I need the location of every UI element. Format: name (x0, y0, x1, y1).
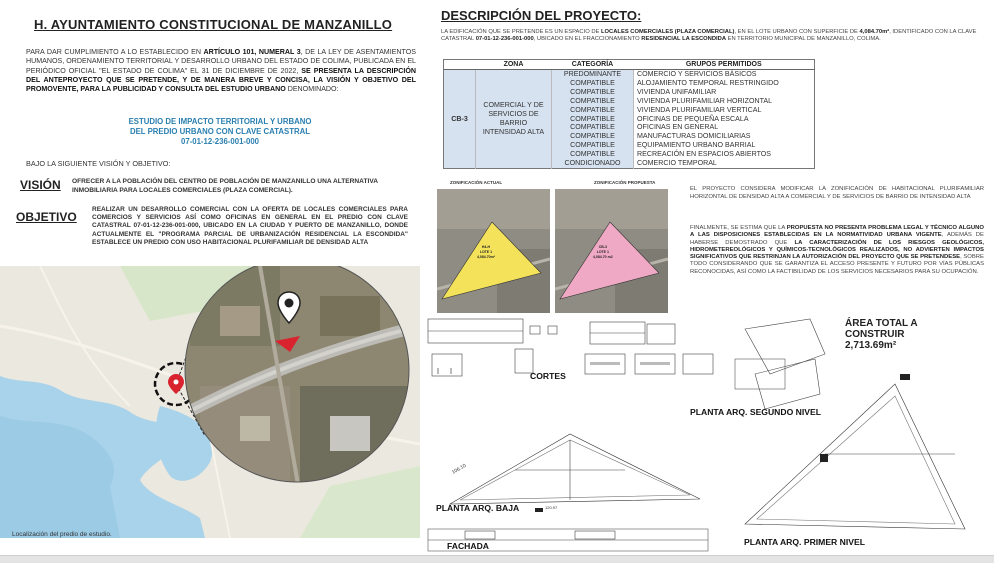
zoning-table-row (444, 70, 815, 79)
zon-actual-tri-code: H4-H (481, 245, 491, 249)
zone-name-cell: COMERCIAL Y DE SERVICIOS DE BARRIO INTENSIDAD ALTA (476, 70, 552, 169)
header-code (444, 60, 476, 70)
area-line1: ÁREA TOTAL A (845, 318, 918, 329)
category-cell: COMPATIBLE (552, 150, 634, 159)
group-cell: VIVIENDA UNIFAMILIAR (634, 88, 815, 97)
conclusion-text-c: , ADEMÁS DE HABERSE DEMOSTRADO QUE (690, 232, 984, 246)
category-cell: COMPATIBLE (552, 123, 634, 132)
desc-bold-3: 07-01-12-236-001-000 (475, 36, 534, 43)
intro-article: ARTÍCULO 101, NUMERAL 3 (203, 48, 301, 56)
category-cell: CONDICIONADO (552, 159, 634, 168)
header-grupos: GRUPOS PERMITIDOS (634, 60, 815, 70)
group-cell: COMERCIO TEMPORAL (634, 159, 815, 168)
group-cell: ALOJAMIENTO TEMPORAL RESTRINGIDO (634, 79, 815, 88)
zoning-table-header (444, 60, 815, 70)
group-cell: EQUIPAMIENTO URBANO BARRIAL (634, 141, 815, 150)
category-cell: COMPATIBLE (552, 79, 634, 88)
zon-actual-tri-text (477, 245, 495, 260)
zoning-table-body (444, 70, 815, 169)
area-line2: CONSTRUIR (845, 329, 905, 340)
zoning-table (443, 59, 815, 169)
group-cell: OFICINAS DE PEQUEÑA ESCALA (634, 115, 815, 124)
intro-text-3: DENOMINADO: (285, 85, 339, 94)
desc-text-2: , EN EL LOTE URBANO CON SUPERFICIE DE (734, 29, 860, 35)
conclusion-text (690, 225, 984, 276)
plan-cortes-label: CORTES (530, 371, 566, 381)
desc-text-5: EN TERRITORIO MUNICIPAL DE MANZANILLO, COLIMA. (726, 36, 881, 43)
group-cell: MANUFACTURAS DOMICILIARIAS (634, 132, 815, 141)
group-cell: VIVIENDA PLURIFAMILIAR VERTICAL (634, 106, 815, 115)
group-cell: RECREACIÓN EN ESPACIOS ABIERTOS (634, 150, 815, 159)
plan-segundo-label: PLANTA ARQ. SEGUNDO NIVEL (690, 407, 821, 417)
desc-bold-1: LOCALES COMERCIALES (PLAZA COMERCIAL) (601, 29, 735, 35)
zon-actual-tri-lot: LOTE 1 (479, 250, 493, 254)
zon-actual-image (437, 189, 550, 313)
header-zona: ZONA (476, 60, 552, 70)
area-value: 2,713.69m² (845, 340, 897, 351)
intro-text-1: PARA DAR CUMPLIMIENTO A LO ESTABLECIDO EN (26, 48, 204, 56)
category-cell: COMPATIBLE (552, 132, 634, 141)
plan-primer-label: PLANTA ARQ. PRIMER NIVEL (744, 537, 865, 547)
location-map (0, 266, 420, 538)
category-cell: COMPATIBLE (552, 88, 634, 97)
vision-heading: VISIÓN (20, 178, 61, 192)
map-caption: Localización del predio de estudio. (12, 531, 112, 538)
zon-actual-label: ZONIFICACIÓN ACTUAL (450, 180, 503, 185)
category-cell: COMPATIBLE (552, 106, 634, 115)
desc-bold-4: RESIDENCIAL LA ESCONDIDA (641, 36, 727, 43)
zon-actual-tri-area: 4,084.70m² (477, 255, 495, 259)
dimension-label-1: 106.10 (451, 462, 468, 476)
category-cell: COMPATIBLE (552, 97, 634, 106)
zon-propuesta-tri-code: CB-3 (598, 245, 607, 249)
category-cell: COMPATIBLE (552, 141, 634, 150)
right-title: DESCRIPCIÓN DEL PROYECTO: (441, 8, 642, 23)
header-categoria: CATEGORÍA (552, 60, 634, 70)
category-cell: COMPATIBLE (552, 115, 634, 124)
vision-text: OFRECER A LA POBLACIÓN DEL CENTRO DE POBLACIÓN DE MANZANILLO UNA ALTERNATIVA INMOBILIARIA PARA LOCALES COMERCIALES (PLAZA COMERCIAL). (72, 178, 378, 194)
zone-code-cell: CB-3 (444, 70, 476, 169)
left-title: H. AYUNTAMIENTO CONSTITUCIONAL DE MANZANILLO (34, 17, 393, 32)
intro-paragraph (26, 48, 416, 94)
zon-propuesta-tri-area: 4,084.70 m2 (593, 255, 613, 259)
conclusion-text-a: FINALMENTE, SE ESTIMA QUE LA (690, 225, 787, 231)
study-title-line1: ESTUDIO DE IMPACTO TERRITORIAL Y URBANO (128, 117, 312, 126)
zon-propuesta-tri-text (593, 245, 613, 260)
objetivo-heading: OBJETIVO (16, 210, 77, 224)
group-cell: OFICINAS EN GENERAL (634, 123, 815, 132)
plan-baja-label: PLANTA ARQ. BAJA (436, 503, 520, 513)
conclusion-bold-b: PROPUESTA NO PRESENTA PROBLEMA LEGAL Y TÉCNICO ALGUNO A LAS DISPOSICIONES ESTABLECIDAS EN LA NORMATIVIDAD URBANA VIGENTE (690, 225, 984, 239)
zon-propuesta-label: ZONIFICACIÓN PROPUESTA (594, 180, 656, 185)
zon-propuesta-tri-lot: LOTE 1 (596, 250, 609, 254)
objetivo-text: REALIZAR UN DESARROLLO COMERCIAL CON LA OFERTA DE LOCALES COMERCIALES PARA COMERCIOS Y SERVICIOS ASÍ COMO OFICINAS EN GENERAL EN EL PREDIO CON CLAVE CATASTRAL 07-01-12-236-001-000, UBICADO EN LA CIUDAD Y PUERTO DE MANZANILLO, DONDE ACTUALMENTE EL "PROGRAMA PARCIAL DE URBANIZACIÓN RESIDENCIAL LA ESCONDIDA" ESTABLECE UN PREDIO CON USO HABITACIONAL PLURIFAMILIAR DE DENSIDAD ALTA (92, 206, 408, 246)
project-description (441, 29, 986, 44)
dimension-label-2: 120.97 (545, 505, 558, 510)
study-title (100, 117, 340, 147)
conclusion-text-e: , SOBRE TODO CONSIDERANDO QUE SE GARANTIZA EL ACCESO PRESENTE Y FUTURO POR VÍAS PÚBLICAS RECONOCIDAS, ASÍ COMO LA FACTIBILIDAD DE LOS SERVICIOS NECESARIOS PARA SU OCUPACIÓN. (690, 254, 984, 275)
desc-text-4: , UBICADO EN EL FRACCIONAMIENTO (533, 36, 642, 43)
study-title-line3: 07-01-12-236-001-000 (180, 137, 260, 146)
group-cell: VIVIENDA PLURIFAMILIAR HORIZONTAL (634, 97, 815, 106)
plan-fachada-label: FACHADA (447, 541, 490, 551)
total-area-label (845, 318, 918, 351)
desc-text-1: LA EDIFICACIÓN QUE SE PRETENDE ES UN ESPACIO DE (441, 29, 601, 35)
conclusion-bold-d: LA CARACTERIZACIÓN DE LOS RIESGOS GEOLÓGICOS, HIDROMETEREOLÓGICOS Y QUÍMICOS-TECNOLÓGICOS REALIZADOS, NO ADVIERTEN IMPACTOS SIGNIFICATIVOS QUE RESTRINJAN LA AUTORIZACIÓN DEL PROYECTO QUE SE PRETENDESE (690, 239, 984, 261)
zoning-change-text: EL PROYECTO CONSIDERA MODIFICAR LA ZONIFICACIÓN DE HABITACIONAL PLURIFAMILIAR HORIZONTAL DE DENSIDAD ALTA A COMERCIAL Y DE SERVICIOS DE BARRIO DE INTENSIDAD ALTA (690, 186, 984, 200)
desc-text-3: , IDENTIFICADO CON LA CLAVE CATASTRAL (441, 29, 977, 43)
vision-intro: BAJO LA SIGUIENTE VISIÓN Y OBJETIVO: (26, 159, 171, 168)
intro-bold: SE PRESENTA LA DESCRIPCIÓN DEL ANTEPROYECTO QUE SE PRETENDE, Y DE MANERA BREVE Y CONCISA, LA VISIÓN Y OBJETIVO DEL PROMOVENTE, PARA LA PUBLICIDAD Y CONSULTA DEL ESTUDIO URBANO (26, 66, 416, 94)
intro-text-2: , DE LA LEY DE ASENTAMIENTOS HUMANOS, ORDENAMIENTO TERRITORIAL Y DESARROLLO URBANO DEL ESTADO DE COLIMA, PUBLICADA EN EL PERIÓDICO OFICIAL "EL ESTADO DE COLIMA" EL 31 DE DICIEMBRE DE 2022, (26, 48, 416, 75)
category-cell: PREDOMINANTE (552, 70, 634, 79)
desc-bold-2: 4,084.70m² (859, 29, 890, 35)
study-title-line2: DEL PREDIO URBANO CON CLAVE CATASTRAL (129, 127, 311, 136)
zon-propuesta-image (555, 189, 668, 313)
group-cell: COMERCIO Y SERVICIOS BÁSICOS (634, 70, 815, 79)
